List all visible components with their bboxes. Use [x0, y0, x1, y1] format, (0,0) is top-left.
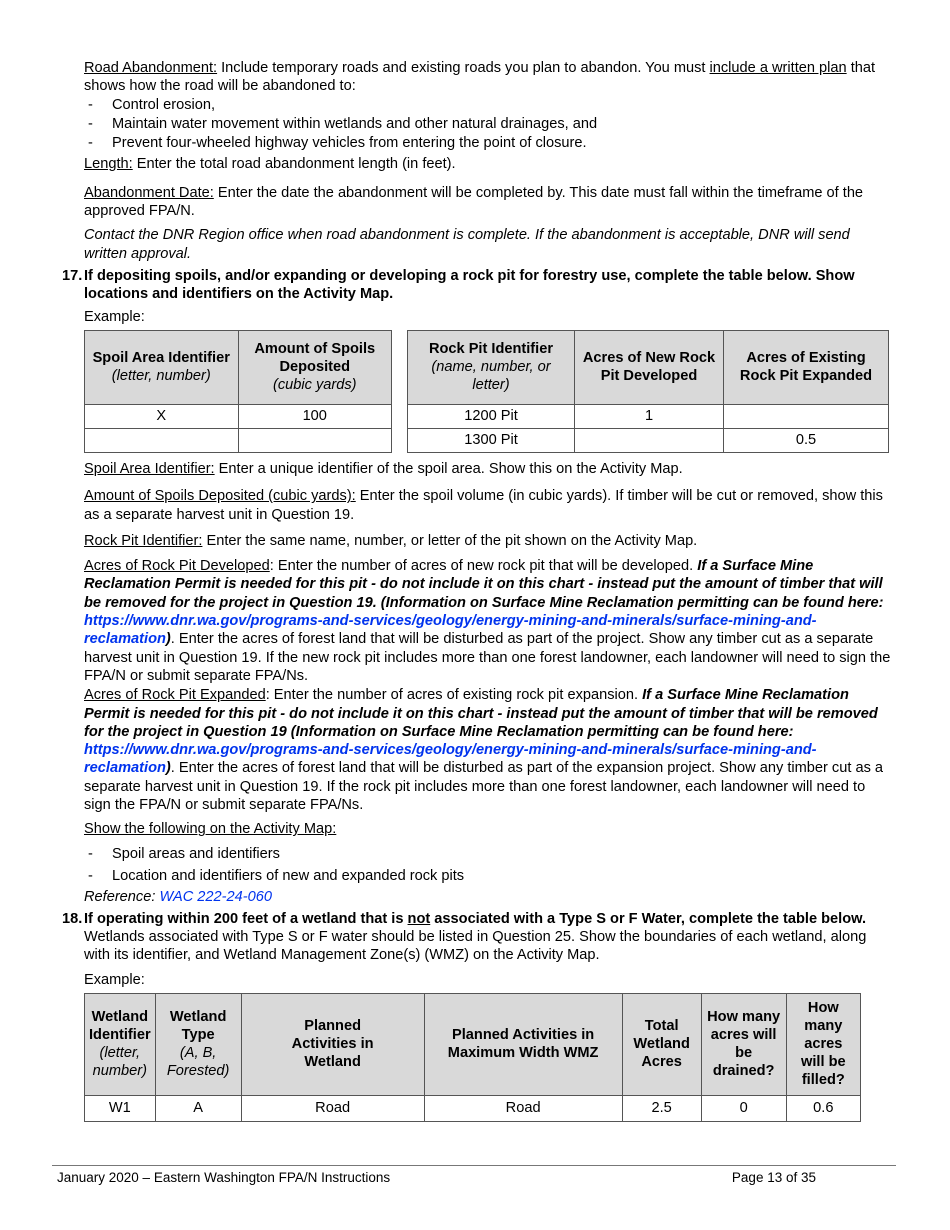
table-header [424, 993, 622, 1095]
table-cell [85, 428, 239, 452]
text-span: ) [165, 760, 171, 777]
text-span: 18. [62, 910, 83, 927]
document-body [62, 59, 894, 1122]
text-span: Location and identifiers of new and expanded rock pits [112, 867, 465, 884]
show-on-map-label [84, 820, 894, 838]
text-span: Include temporary roads and existing roads you plan to abandon. You must [217, 60, 710, 76]
text-span: (A, B, Forested) [166, 1045, 230, 1080]
abandonment-date-paragraph [84, 184, 894, 221]
text-span: include a written plan [709, 60, 847, 76]
q17-example-label: Example: [84, 308, 145, 325]
footer-page-number: Page 13 of 35 [731, 1170, 816, 1185]
table-header [241, 993, 424, 1095]
table-cell: 100 [238, 404, 392, 428]
table-header [701, 993, 786, 1095]
table-cell: 1200 Pit [408, 404, 575, 428]
rock-pit-table [407, 330, 889, 453]
text-span: Control erosion, [112, 96, 216, 113]
table-row [408, 428, 889, 452]
table-cell: 1300 Pit [408, 428, 575, 452]
road-abandonment-paragraph [84, 59, 894, 96]
footer-left: January 2020 – Eastern Washington FPA/N Instructions [57, 1170, 391, 1185]
table-header [155, 993, 241, 1095]
text-span: Enter the spoil volume (in cubic yards). If timber will be cut or removed, show this as a separate harvest unit in Question 19. [84, 488, 883, 523]
text-span: Wetland Identifier [89, 1009, 151, 1044]
text-span: How many acres will be filled? [801, 1000, 846, 1089]
text-span: not [407, 910, 431, 927]
table-cell [575, 428, 724, 452]
table-row [408, 404, 889, 428]
text-span: - [88, 115, 93, 132]
text-span: - [88, 96, 93, 113]
text-span: : Enter the number of acres of new rock pit that will be developed. [269, 558, 698, 575]
table-header [575, 330, 724, 404]
text-span: Acres of Existing Rock Pit Expanded [739, 350, 873, 385]
text-span: Length: [84, 155, 133, 172]
text-span: Enter the date the abandonment will be completed by. This date must fall within the timeframe of the approved FPA/N. [84, 184, 864, 220]
text-span: Acres of New Rock Pit Developed [582, 350, 716, 385]
text-span: If depositing spoils, and/or expanding or developing a rock pit for forestry use, complete the table below. Show locations and identifiers on the Activity Map. [84, 268, 855, 303]
table-cell [238, 428, 392, 452]
table-row [85, 404, 392, 428]
table-header [724, 330, 889, 404]
text-span: If operating within 200 feet of a wetland that is [84, 910, 408, 927]
spoil-area-table [84, 330, 392, 453]
table-cell: 1 [575, 404, 724, 428]
text-span: Reference: [84, 888, 160, 905]
text-span: Planned Activities in Wetland [291, 1018, 374, 1071]
q17-heading [62, 267, 894, 304]
rock-pit-id-paragraph [84, 532, 894, 550]
table-header [622, 993, 701, 1095]
table-cell: X [85, 404, 239, 428]
text-span: Amount of Spoils Deposited [254, 341, 376, 376]
table-cell [724, 404, 889, 428]
surface-mining-link[interactable]: https://www.dnr.wa.gov/programs-and-services/geology/energy-mining-and-minerals/surface-mining-and-reclamation [84, 613, 817, 648]
table-cell: 0 [701, 1095, 786, 1121]
bullet-item [84, 96, 894, 115]
table-header [238, 330, 392, 404]
text-span [408, 330, 889, 452]
text-span: ) [165, 631, 171, 648]
wetland-table [84, 993, 861, 1122]
text-span: . Enter the acres of forest land that will be disturbed as part of the expansion project. Show any timber cut as a separate harvest unit in Question 19. If the rock pit includes more than one forest landowner, each landowner will need to sign the FPA/N or submit separate FPA/Ns. [84, 760, 884, 814]
table-cell: 2.5 [622, 1095, 701, 1121]
text-span: How many acres will be drained? [707, 1009, 781, 1080]
length-paragraph [84, 155, 894, 173]
text-span: that shows how the road will be abandoned to: [84, 60, 876, 95]
text-span: Show the following on the Activity Map: [84, 821, 337, 838]
text-span: Wetland Type [169, 1009, 227, 1044]
text-span: Total Wetland Acres [633, 1018, 690, 1071]
table-header [85, 330, 239, 404]
text-span: - [88, 134, 93, 151]
text-span: (name, number, or letter) [431, 359, 551, 394]
q18-example-label: Example: [84, 971, 145, 988]
text-span: Planned Activities in Maximum Width WMZ [447, 1027, 599, 1062]
surface-mining-link[interactable]: https://www.dnr.wa.gov/programs-and-services/geology/energy-mining-and-minerals/surface-mining-and-reclamation [84, 742, 817, 777]
text-span [408, 330, 889, 404]
amount-paragraph [84, 487, 894, 524]
table-cell: Road [241, 1095, 424, 1121]
table-row [85, 428, 392, 452]
spoil-id-paragraph [84, 460, 894, 478]
text-span: Spoil areas and identifiers [112, 845, 280, 862]
text-span: Enter a unique identifier of the spoil area. Show this on the Activity Map. [214, 460, 683, 477]
table-header [408, 330, 575, 404]
table-header [786, 993, 860, 1095]
table-header [85, 993, 156, 1095]
text-span: Acres of Rock Pit Developed [84, 558, 270, 575]
text-span: Wetlands associated with Type S or F water should be listed in Question 25. Show the boundaries of each wetland, along with its identifier, and Wetland Management Zone(s) (WMZ) on the Activity Map. [84, 928, 867, 964]
text-span: (cubic yards) [272, 377, 357, 394]
table-cell: W1 [85, 1095, 156, 1121]
text-span: . Enter the acres of forest land that will be disturbed as part of the project. Show any timber cut as a separate harvest unit in Question 19. If the new rock pit includes more than one forest landowner, each landowner will need to sign the FPA/N or submit separate FPA/Ns. [84, 631, 891, 684]
bullet-item [84, 865, 894, 887]
text-span: (letter, number) [111, 368, 211, 385]
text-span: Road Abandonment: [84, 60, 218, 76]
bullet-item [84, 134, 894, 153]
text-span [85, 993, 861, 1121]
text-span [85, 330, 392, 404]
text-span: (letter, number) [92, 1045, 147, 1080]
text-span: If a Surface Mine Reclamation Permit is needed for this pit - do not include it on this chart - instead put the amount of timber that will be removed for the project in Question 19. (Information on Surface Mine Reclamation permitting can be found here: [84, 558, 884, 611]
text-span: Spoil Area Identifier [92, 350, 230, 367]
table-row [85, 1095, 861, 1121]
text-span: Acres of Rock Pit Expanded [84, 687, 266, 704]
text-span: Abandonment Date: [84, 184, 214, 201]
text-span: If a Surface Mine Reclamation Permit is needed for this pit - do not include it on this chart - instead put the amount of timber that will be removed for the project in Question 19 (Information on Surface Mine Reclamation permitting can be found here: [84, 687, 878, 740]
table-cell: Road [424, 1095, 622, 1121]
text-span: associated with a Type S or F Water, complete the table below. [430, 910, 867, 927]
rock-pit-developed-paragraph [84, 557, 894, 685]
rock-pit-expanded-paragraph [84, 686, 894, 814]
text-span: Rock Pit Identifier [428, 341, 554, 358]
wac-reference-link[interactable]: WAC 222-24-060 [159, 888, 272, 905]
bullet-item [84, 115, 894, 134]
footer-divider [52, 1165, 896, 1166]
text-span: : Enter the number of acres of existing rock pit expansion. [265, 687, 643, 704]
text-span: Enter the total road abandonment length (in feet). [132, 155, 456, 172]
reference-line [84, 887, 894, 908]
table-cell: 0.5 [724, 428, 889, 452]
bullet-item [84, 843, 894, 865]
q17-tables [84, 330, 894, 453]
text-span: Rock Pit Identifier: [84, 532, 203, 549]
text-span: Enter the same name, number, or letter of the pit shown on the Activity Map. [202, 532, 698, 549]
text-span: 17. [62, 268, 83, 285]
text-span: Spoil Area Identifier: [84, 460, 215, 477]
text-span [85, 330, 392, 452]
table-cell: A [155, 1095, 241, 1121]
contact-note: Contact the DNR Region office when road abandonment is complete. If the abandonment is acceptable, DNR will send written approval. [84, 227, 850, 262]
text-span: Prevent four-wheeled highway vehicles from entering the point of closure. [112, 134, 587, 151]
q18-paragraph [62, 910, 894, 965]
text-span: - [88, 845, 93, 862]
table-cell: 0.6 [786, 1095, 860, 1121]
text-span: Amount of Spoils Deposited (cubic yards): [84, 488, 356, 505]
text-span: - [88, 867, 93, 884]
text-span [85, 993, 861, 1095]
text-span: Maintain water movement within wetlands and other natural drainages, and [112, 115, 598, 132]
